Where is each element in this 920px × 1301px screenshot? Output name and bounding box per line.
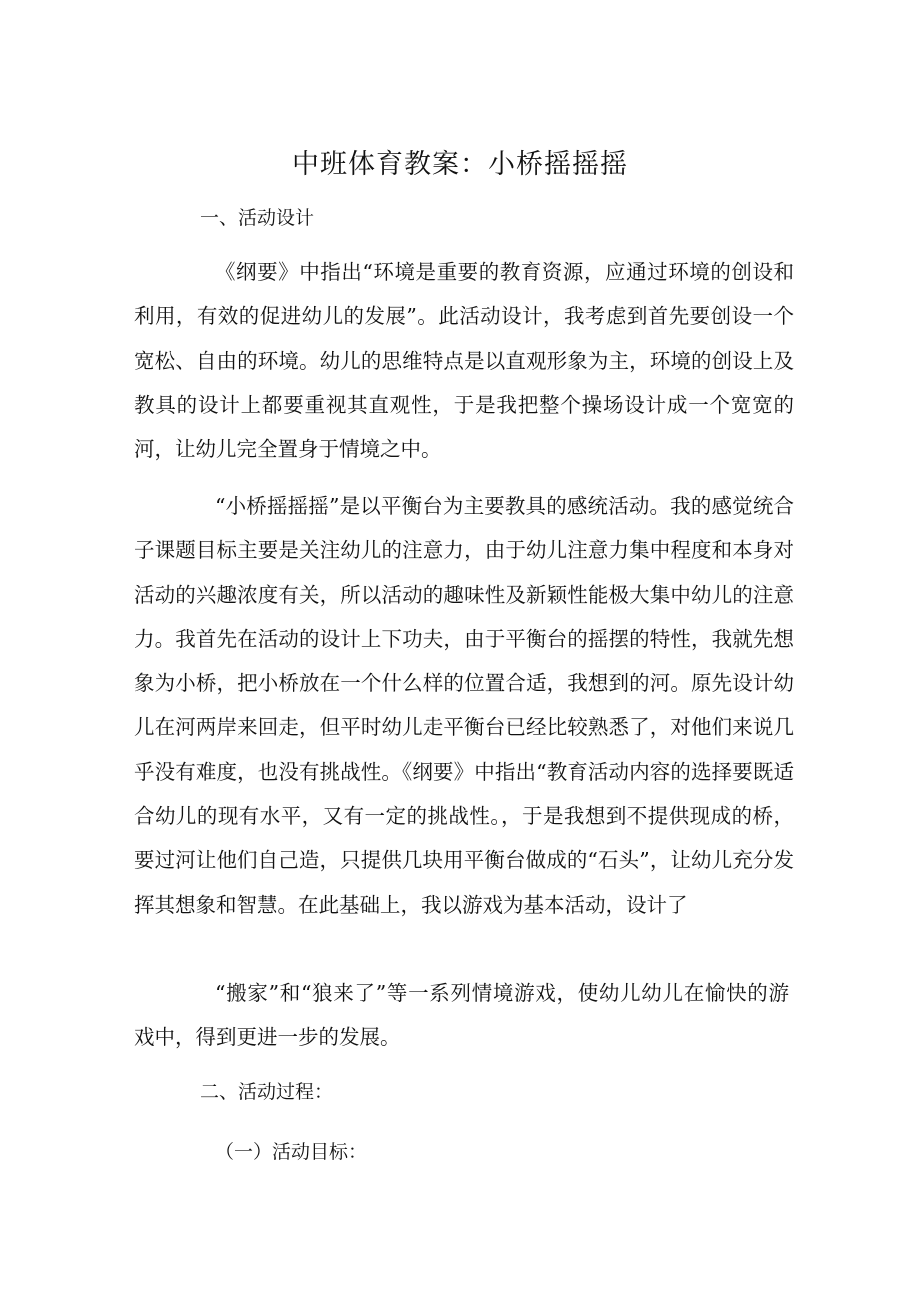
paragraph-activity-design-games: “搬家”和“狼来了”等一系列情境游戏，使幼儿幼儿在愉快的游戏中，得到更进一步的发展。 [134, 981, 789, 1050]
paragraph-activity-design-environment: 《纲要》中指出“环境是重要的教育资源，应通过环境的创设和利用，有效的促进幼儿的发展”。此活动设计，我考虑到首先要创设一个宽松、自由的环境。幼儿的思维特点是以直观形象为主，环境的创设上及教具的设计上都要重视其直观性，于是我把整个操场设计成一个宽宽的河，让幼儿完全置身于情境之中。 [134, 260, 794, 462]
subsection-objectives-heading: （一）活动目标： [215, 1141, 368, 1163]
paragraph-activity-design-balance-beam: “小桥摇摇摇”是以平衡台为主要教具的感统活动。我的感觉统合子课题目标主要是关注幼儿的注意力，由于幼儿注意力集中程度和本身对活动的兴趣浓度有关，所以活动的趣味性及新颖性能极大集中幼儿的注意力。我首先在活动的设计上下功夫，由于平衡台的摇摆的特性，我就先想象为小桥，把小桥放在一个什么样的位置合适，我想到的河。原先设计幼儿在河两岸来回走，但平时幼儿走平衡台已经比较熟悉了，对他们来说几乎没有难度，也没有挑战性。《纲要》中指出“教育活动内容的选择要既适合幼儿的现有水平，又有一定的挑战性。，于是我想到不提供现成的桥，要过河让他们自己造，只提供几块用平衡台做成的“石头”，让幼儿充分发挥其想象和智慧。在此基础上，我以游戏为基本活动，设计了 [134, 494, 794, 917]
section-one-heading: 一、活动设计 [200, 207, 315, 229]
document-title: 中班体育教案：小桥摇摇摇 [292, 149, 628, 180]
section-two-heading: 二、活动过程： [200, 1081, 334, 1103]
